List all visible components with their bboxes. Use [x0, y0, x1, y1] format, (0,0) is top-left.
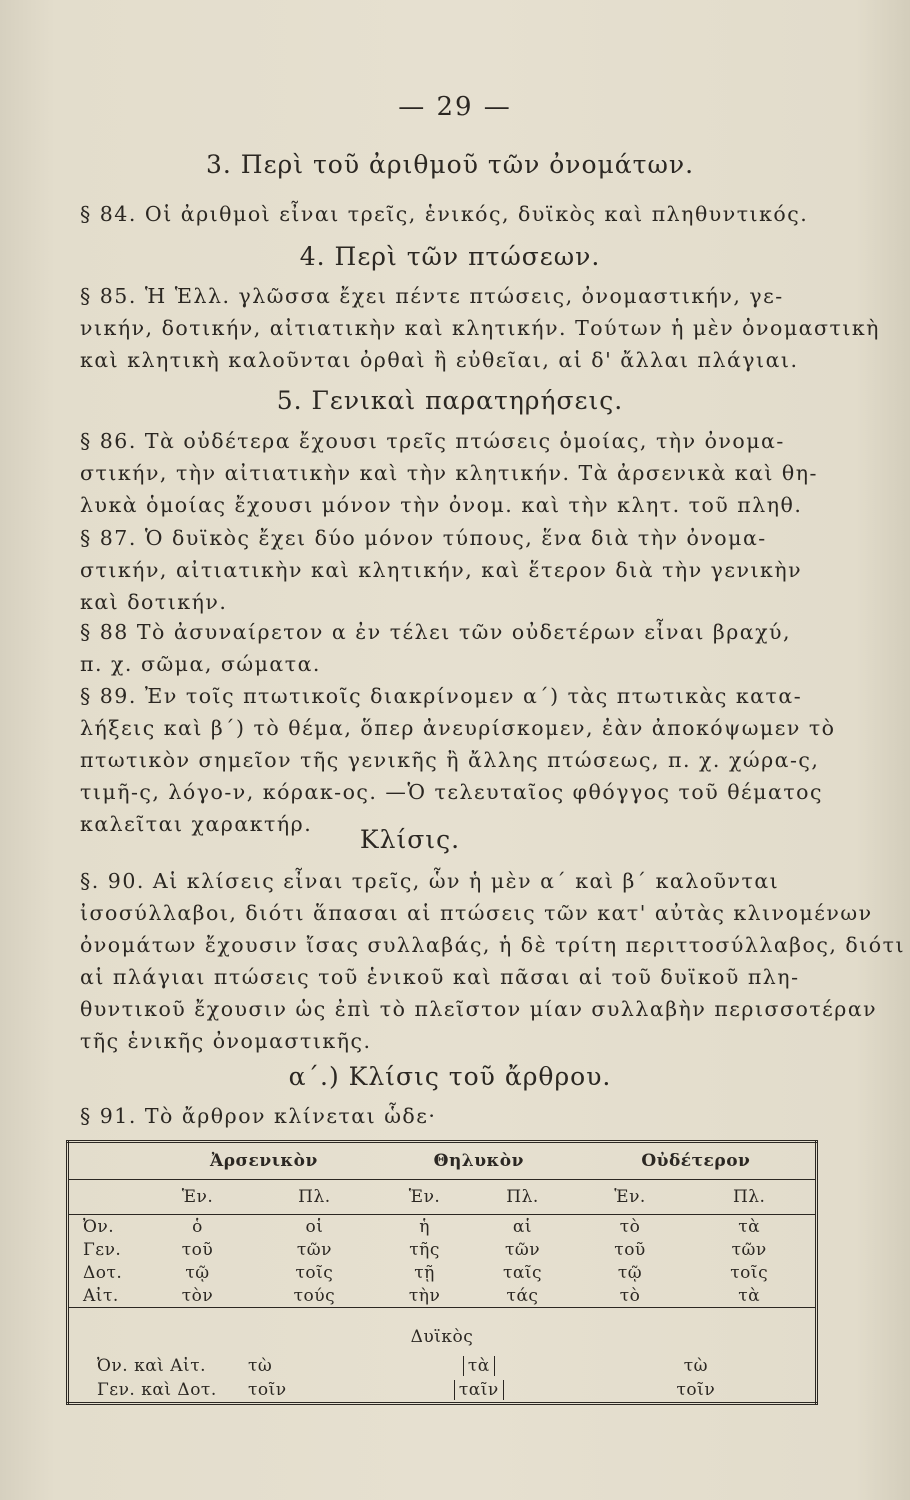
- number-header: Πλ.: [468, 1180, 576, 1215]
- section-4-heading: 4. Περὶ τῶν πτώσεων.: [299, 242, 601, 271]
- table-cell: τῷ: [185, 1262, 210, 1283]
- table-header-row: [68, 1142, 817, 1180]
- paragraph-89: [80, 680, 836, 840]
- table-cell: τάς: [506, 1285, 539, 1306]
- paragraph-90-line: ἰσοσύλλαβοι, διότι ἅπασαι αἱ πτώσεις τῶν κατ' αὐτὰς κλινομένων: [80, 901, 873, 925]
- table-cell: τῇ: [414, 1262, 435, 1283]
- dual-cell-feminine: ταῖν: [454, 1380, 504, 1400]
- paragraph-87-line: καὶ δοτικήν.: [80, 590, 228, 614]
- article-heading: α΄.) Κλίσις τοῦ ἄρθρου.: [288, 1062, 612, 1091]
- table-cell: τῆς: [409, 1239, 440, 1260]
- table-cell: τῶν: [504, 1239, 541, 1260]
- table-cell: τοῖς: [295, 1262, 334, 1283]
- paragraph-89-line: τιμῆ-ς, λόγο-ν, κόρακ-ος. —Ὁ τελευταῖος φθόγγος τοῦ θέματος: [80, 780, 823, 804]
- number-header: Πλ.: [683, 1180, 816, 1215]
- number-header: Ἑν.: [147, 1180, 248, 1215]
- table-number-row: [68, 1180, 817, 1215]
- table-cell: οἱ: [305, 1216, 324, 1237]
- table-row: [68, 1284, 817, 1308]
- dual-row: [68, 1378, 817, 1404]
- table-cell: ταῖς: [502, 1262, 543, 1283]
- paragraph-90: [80, 865, 905, 1057]
- paragraph-86-line: § 86. Τὰ οὐδέτερα ἔχουσι τρεῖς πτώσεις ὁμοίας, τὴν ὀνομα-: [80, 429, 785, 453]
- paragraph-86: [80, 425, 820, 521]
- paragraph-91-text: § 91. Τὸ ἄρθρον κλίνεται ὧδε·: [80, 1104, 437, 1128]
- paragraph-86-line: στικήν, τὴν αἰτιατικὴν καὶ τὴν κλητικήν. Τὰ ἀρσενικὰ καὶ θη-: [80, 461, 818, 485]
- table-cell: τούς: [293, 1285, 336, 1306]
- table-cell: τοῦ: [181, 1239, 214, 1260]
- paragraph-85-line: καὶ κλητικὴ καλοῦνται ὀρθαὶ ἢ εὐθεῖαι, αἱ δ' ἄλλαι πλάγιαι.: [80, 348, 799, 372]
- table-cell: τοῦ: [614, 1239, 646, 1260]
- table-cell: τῶν: [296, 1239, 332, 1260]
- table-cell: ἡ: [419, 1216, 430, 1237]
- paragraph-90-line: αἱ πλάγιαι πτώσεις τοῦ ἑνικοῦ καὶ πᾶσαι αἱ τοῦ δυϊκοῦ πλη-: [80, 965, 800, 989]
- table-row: [68, 1238, 817, 1261]
- dual-label: Δυϊκὸς: [68, 1308, 817, 1355]
- paragraph-87-line: στικήν, αἰτιατικὴν καὶ κλητικήν, καὶ ἕτερον διὰ τὴν γενικὴν: [80, 558, 803, 582]
- paragraph-87-line: § 87. Ὁ δυϊκὸς ἔχει δύο μόνον τύπους, ἕνα διὰ τὴν ὀνομα-: [80, 526, 767, 550]
- paragraph-88-line: π. χ. σῶμα, σώματα.: [80, 652, 321, 676]
- table-cell: τῷ: [617, 1262, 643, 1283]
- table-cell: τὸν: [181, 1285, 214, 1306]
- paragraph-89-line: καλεῖται χαρακτήρ.: [80, 812, 313, 836]
- paragraph-85: [80, 280, 880, 376]
- table-cell: τὸ: [619, 1285, 641, 1306]
- table-corner-sub: [68, 1180, 148, 1215]
- case-label: Αἰτ.: [83, 1285, 119, 1306]
- section-5-heading: 5. Γενικαὶ παρατηρήσεις.: [276, 386, 624, 415]
- number-header: Ἑν.: [577, 1180, 684, 1215]
- dual-cell-feminine-wrap: [381, 1378, 577, 1404]
- gender-header-feminine: Θηλυκὸν: [381, 1142, 577, 1180]
- table-cell: αἱ: [512, 1216, 533, 1237]
- paragraph-89-line: λήξεις καὶ β΄) τὸ θέμα, ὅπερ ἀνευρίσκομεν, ἐὰν ἀποκόψωμεν τὸ: [80, 716, 836, 740]
- table-corner: [68, 1142, 148, 1180]
- article-declension-table: [66, 1140, 818, 1405]
- paragraph-88: [80, 616, 820, 680]
- paragraph-86-line: λυκὰ ὁμοίας ἔχουσι μόνον τὴν ὀνομ. καὶ τὴν κλητ. τοῦ πληθ.: [80, 493, 803, 517]
- dual-case-label: Ὀν. καὶ Αἰτ.: [97, 1356, 207, 1376]
- table-cell: τὸ: [619, 1216, 641, 1237]
- paragraph-85-line: § 85. Ἡ Ἑλλ. γλῶσσα ἔχει πέντε πτώσεις, ὀνομαστικήν, γε-: [80, 284, 784, 308]
- table-row: [68, 1261, 817, 1284]
- paragraph-90-line: τῆς ἑνικῆς ὀνομαστικῆς.: [80, 1029, 372, 1053]
- dual-cell-masculine: τὼ: [247, 1356, 273, 1376]
- dual-cell-neuter: τὼ: [683, 1356, 708, 1376]
- section-3-heading: 3. Περὶ τοῦ ἀριθμοῦ τῶν ὀνομάτων.: [205, 150, 695, 179]
- paragraph-90-line: §. 90. Αἱ κλίσεις εἶναι τρεῖς, ὧν ἡ μὲν α΄ καὶ β΄ καλοῦνται: [80, 869, 780, 893]
- gender-header-masculine: Ἀρσενικὸν: [147, 1142, 381, 1180]
- paragraph-87: [80, 522, 820, 618]
- klisis-heading: Κλίσις.: [359, 825, 461, 854]
- paragraph-90-line: ὀνομάτων ἔχουσιν ἴσας συλλαβάς, ἡ δὲ τρίτη περιττοσύλλαβος, διότι: [80, 933, 905, 957]
- paragraph-85-line: νικήν, δοτικήν, αἰτιατικὴν καὶ κλητικήν. Τούτων ἡ μὲν ὀνομαστικὴ: [80, 316, 880, 340]
- paragraph-91: [80, 1100, 820, 1132]
- paragraph-89-line: § 89. Ἐν τοῖς πτωτικοῖς διακρίνομεν α΄) τὰς πτωτικὰς κατα-: [80, 684, 803, 708]
- case-label: Ὀν.: [83, 1216, 115, 1237]
- table-cell: τὴν: [408, 1285, 441, 1306]
- table-cell: τῶν: [731, 1239, 767, 1260]
- dual-row: [68, 1354, 817, 1378]
- dual-cell-feminine-wrap: [381, 1354, 577, 1378]
- table-cell: τὰ: [738, 1216, 761, 1237]
- dual-cell-neuter: τοῖν: [676, 1380, 716, 1400]
- table-cell: τὰ: [738, 1285, 761, 1306]
- gender-header-neuter: Οὐδέτερον: [577, 1142, 817, 1180]
- dual-cell-masculine: τοῖν: [247, 1380, 287, 1400]
- number-header: Πλ.: [248, 1180, 381, 1215]
- case-label: Γεν.: [83, 1239, 122, 1260]
- paragraph-90-line: θυντικοῦ ἔχουσιν ὡς ἐπὶ τὸ πλεῖστον μίαν συλλαβὴν περισσοτέραν: [80, 997, 878, 1021]
- paragraph-88-line: § 88 Τὸ ἀσυναίρετον α ἐν τέλει τῶν οὐδετέρων εἶναι βραχύ,: [80, 620, 792, 644]
- paragraph-89-line: πτωτικὸν σημεῖον τῆς γενικῆς ἢ ἄλλης πτώσεως, π. χ. χώρα-ς,: [80, 748, 820, 772]
- number-header: Ἑν.: [381, 1180, 468, 1215]
- page-number: — 29 —: [398, 92, 512, 122]
- paragraph-84-text: § 84. Οἱ ἀριθμοὶ εἶναι τρεῖς, ἑνικός, δυϊκὸς καὶ πληθυντικός.: [80, 202, 809, 226]
- case-label: Δοτ.: [83, 1262, 123, 1283]
- dual-cell-feminine: τὰ: [463, 1356, 495, 1376]
- dual-label-row: [68, 1308, 817, 1355]
- dual-case-label: Γεν. καὶ Δοτ.: [97, 1380, 217, 1400]
- table-row: [68, 1215, 817, 1239]
- paragraph-84: [80, 198, 820, 230]
- table-cell: ὁ: [192, 1216, 203, 1237]
- table-cell: τοῖς: [730, 1262, 769, 1283]
